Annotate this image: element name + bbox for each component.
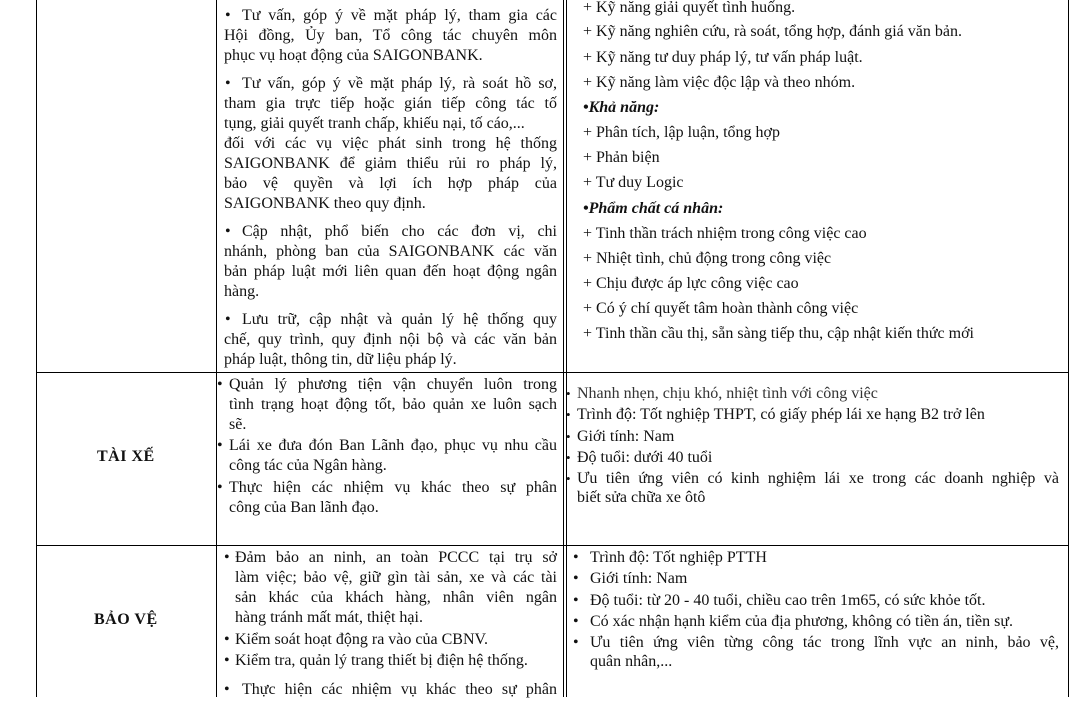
requirement-line: + Kỹ năng giải quyết tình huống. xyxy=(583,0,796,16)
role-title-driver: TÀI XẾ xyxy=(97,448,155,465)
duty-line: Tư vấn, góp ý về mặt pháp lý, rà soát hồ sơ, xyxy=(242,75,557,92)
requirement-line: Nhanh nhẹn, chịu khó, nhiệt tình với công việc xyxy=(577,385,878,402)
requirement-line: + Chịu được áp lực công việc cao xyxy=(583,275,799,292)
requirement-line: quân nhân,... xyxy=(590,653,673,670)
requirement-line: + Kỹ năng tư duy pháp lý, tư vấn pháp luật. xyxy=(583,49,863,66)
duty-line: công tác của Ngân hàng. xyxy=(229,457,387,474)
requirement-line: Giới tính: Nam xyxy=(590,570,688,587)
duty-line: sẽ. xyxy=(229,416,247,433)
duty-line: Kiểm soát hoạt động ra vào của CBNV. xyxy=(235,631,488,648)
duty-bullet: • xyxy=(224,631,230,648)
requirement-line: + Nhiệt tình, chủ động trong công việc xyxy=(583,250,832,267)
requirement-line: + Phản biện xyxy=(583,149,660,166)
duty-line: hàng tránh mất mát, thiệt hại. xyxy=(235,609,423,626)
duty-line: tham gia trực tiếp hoặc gián tiếp công tác tố xyxy=(224,95,557,112)
requirement-line: Trình độ: Tốt nghiệp THPT, có giấy phép lái xe hạng B2 trở lên xyxy=(577,406,985,423)
duty-line: Kiểm tra, quản lý trang thiết bị điện hệ thống. xyxy=(235,652,528,669)
requirement-line: + Kỹ năng nghiên cứu, rà soát, tổng hợp, đánh giá văn bản. xyxy=(583,23,962,40)
duty-bullet: • xyxy=(225,311,231,328)
duty-line: bảo vệ quyền và lợi ích hợp pháp của xyxy=(224,175,557,192)
requirement-line: Ưu tiên ứng viên có kinh nghiệm lái xe trong các doanh nghiệp và xyxy=(577,470,1059,487)
duty-line: Quản lý phương tiện vận chuyển luôn trong xyxy=(229,376,557,393)
requirement-line: Giới tính: Nam xyxy=(577,428,675,445)
requirement-bullet: • xyxy=(566,471,571,486)
table-border-left xyxy=(36,0,37,697)
duty-line: tụng, giải quyết tranh chấp, khiếu nại, tố cáo,... xyxy=(224,115,525,132)
duty-line: bản pháp luật mới liên quan đến hoạt động ngân xyxy=(224,263,557,280)
duty-line: Thực hiện các nhiệm vụ khác theo sự phân xyxy=(229,479,557,496)
requirement-heading: •Khả năng: xyxy=(583,99,660,116)
requirement-line: + Kỹ năng làm việc độc lập và theo nhóm. xyxy=(583,74,856,91)
duty-bullet: • xyxy=(224,652,230,669)
table-border-right xyxy=(1068,0,1069,697)
duty-line: đối với các vụ việc phát sinh trong hệ thống xyxy=(224,135,557,152)
duty-bullet: • xyxy=(217,479,223,496)
requirement-bullet: • xyxy=(573,549,579,566)
requirement-bullet: • xyxy=(566,429,571,444)
duty-bullet: • xyxy=(225,223,231,240)
requirement-line: + Có ý chí quyết tâm hoàn thành công việc xyxy=(583,300,859,317)
duty-line: Hội đồng, Ủy ban, Tổ công tác chuyên môn xyxy=(224,27,557,44)
duty-bullet: • xyxy=(224,549,230,566)
duty-line: Đảm bảo an ninh, an toàn PCCC tại trụ sở xyxy=(235,549,557,566)
duty-bullet: • xyxy=(217,376,223,393)
role-title-guard: BẢO VỆ xyxy=(94,611,158,628)
requirement-heading: •Phẩm chất cá nhân: xyxy=(583,200,724,217)
table-col-divider-1 xyxy=(216,0,217,697)
duty-line: Lưu trữ, cập nhật và quản lý hệ thống quy xyxy=(242,311,557,328)
requirement-bullet: • xyxy=(573,613,579,630)
requirement-line: Trình độ: Tốt nghiệp PTTH xyxy=(590,549,767,566)
table-row-divider-2 xyxy=(36,545,1069,546)
duty-line: hàng. xyxy=(224,283,260,300)
duty-line: sản khác của khách hàng, nhân viên ngân xyxy=(235,589,557,606)
requirement-line: Độ tuổi: từ 20 - 40 tuổi, chiều cao trên 1m65, có sức khỏe tốt. xyxy=(590,592,986,609)
duty-line: Tư vấn, góp ý về mặt pháp lý, tham gia các xyxy=(242,7,557,24)
table-col-divider-2 xyxy=(563,0,564,697)
requirement-line: + Tinh thần cầu thị, sẵn sàng tiếp thu, cập nhật kiến thức mới xyxy=(583,325,974,342)
duty-line: nhánh, phòng ban của SAIGONBANK các văn xyxy=(224,243,557,260)
requirement-bullet: • xyxy=(573,570,579,587)
requirement-bullet: • xyxy=(566,386,571,401)
duty-line: công của Ban lãnh đạo. xyxy=(229,499,379,516)
requirement-line: + Tinh thần trách nhiệm trong công việc cao xyxy=(583,225,867,242)
requirement-line: Ưu tiên ứng viên từng công tác trong lĩnh vực an ninh, bảo vệ, xyxy=(590,634,1059,651)
duty-bullet: • xyxy=(225,75,231,92)
duty-line: phục vụ hoạt động của SAIGONBANK. xyxy=(224,47,483,64)
duty-line: Thực hiện các nhiệm vụ khác theo sự phân xyxy=(242,681,557,698)
duty-line: pháp luật, thông tin, dữ liệu pháp lý. xyxy=(224,351,457,368)
requirement-line: + Tư duy Logic xyxy=(583,174,684,191)
requirement-line: biết sửa chữa xe ôtô xyxy=(577,489,706,506)
duty-line: chế, quy trình, quy định nội bộ và các văn bản xyxy=(224,331,557,348)
duty-line: làm việc; bảo vệ, giữ gìn tài sản, xe và các tài xyxy=(235,569,557,586)
requirement-bullet: • xyxy=(566,407,571,422)
duty-bullet: • xyxy=(225,7,231,24)
requirement-bullet: • xyxy=(566,450,571,465)
table-row-divider-1 xyxy=(36,372,1069,373)
requirement-line: + Phân tích, lập luận, tổng hợp xyxy=(583,124,781,141)
duty-line: Lái xe đưa đón Ban Lãnh đạo, phục vụ nhu cầu xyxy=(229,437,557,454)
table-col-divider-2b xyxy=(566,0,567,697)
duty-bullet: • xyxy=(217,437,223,454)
duty-line: SAIGONBANK theo quy định. xyxy=(224,195,426,212)
requirement-bullet: • xyxy=(573,592,579,609)
requirement-line: Độ tuổi: dưới 40 tuổi xyxy=(577,449,713,466)
requirement-line: Có xác nhận hạnh kiểm của địa phương, không có tiền án, tiền sự. xyxy=(590,613,1014,630)
duty-line: Cập nhật, phổ biến cho các đơn vị, chi xyxy=(242,223,557,240)
duty-line: SAIGONBANK để giảm thiểu rủi ro pháp lý, xyxy=(224,155,557,172)
requirement-bullet: • xyxy=(573,634,579,651)
duty-bullet: • xyxy=(224,681,230,698)
duty-line: tình trạng hoạt động tốt, bảo quản xe luôn sạch xyxy=(229,396,557,413)
